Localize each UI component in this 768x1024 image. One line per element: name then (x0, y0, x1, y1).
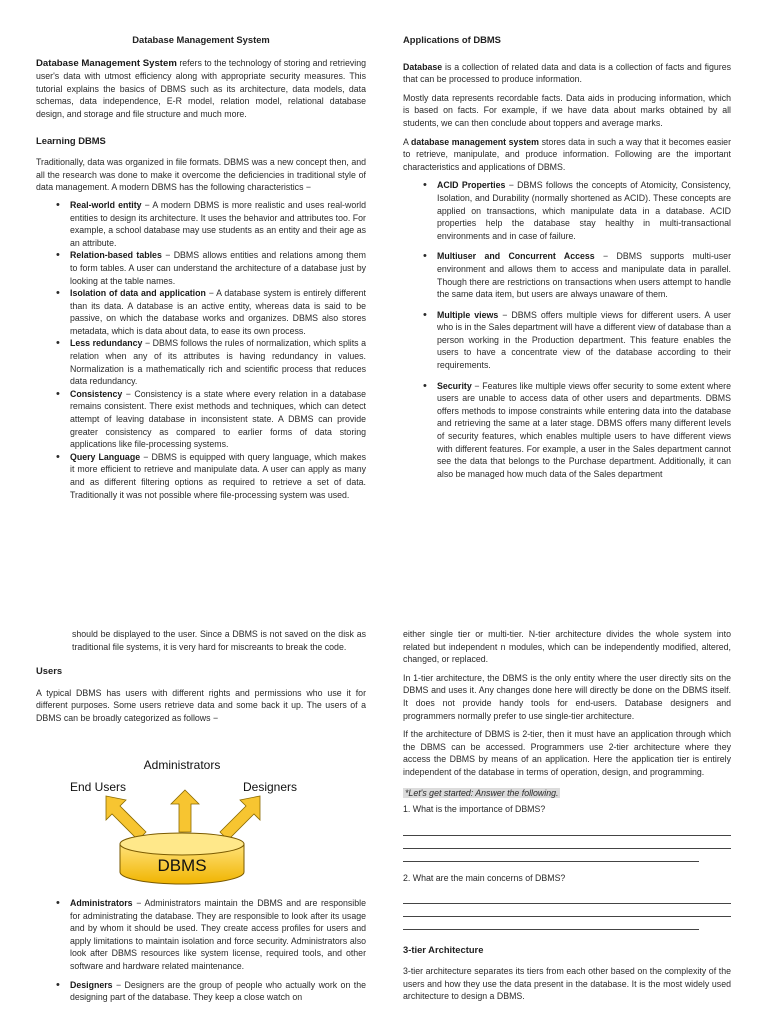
characteristics-list (56, 199, 366, 501)
mostly-paragraph: Mostly data represents recordable facts. Data aids in producing information, which is based on facts. For example, if we have data about marks obtained by all students, we can then conclude about toppers and average marks. (403, 92, 731, 128)
arrow-right (220, 796, 260, 840)
answer-line[interactable] (403, 837, 731, 849)
page2-right-column (403, 628, 731, 1009)
diagram-label-designers: Designers (242, 780, 298, 794)
list-item: • Multiple views − DBMS offers multiple views for different users. A user who is in the Sales department will have a different view of database than a person working in the Production department. This feature enables the users to have a concentrate view of the database according to their requirements. (423, 309, 731, 372)
learning-paragraph: Traditionally, data was organized in file formats. DBMS was a new concept then, and all the research was done to make it overcome the deficiencies in traditional style of data management. A modern DBMS has the following characteristics − (36, 157, 366, 193)
intro-text: refers to the technology of storing and retrieving user's data with utmost efficiency along with appropriate security measures. This tutorial explains the basics of DBMS such as its architecture, data models, data schemas, data independence, E-R model, relation model, relational database design, and storage and file structure and much more. (36, 57, 366, 119)
page1-left-column (36, 34, 366, 501)
tier3-paragraph: 3-tier architecture separates its tiers from each other based on the complexity of the users and how they use the data present in the database. It is the most widely used architecture to design a DBMS. (403, 965, 731, 1002)
learning-heading: Learning DBMS (36, 134, 106, 146)
page2-left-column (36, 628, 366, 731)
question-2: 2. What are the main concerns of DBMS? (403, 872, 566, 883)
answer-line[interactable] (403, 824, 731, 836)
list-item: • Multiuser and Concurrent Access − DBMS supports multi-user environment and allows them to access and manipulate data in parallel. Though there are restrictions on transactions when users attempt to handle the same data item, but users are always unaware of them. (423, 250, 731, 300)
applications-title: Applications of DBMS (403, 34, 501, 45)
tier1-paragraph: In 1-tier architecture, the DBMS is the only entity where the user directly sits on the DBMS and uses it. Any changes done here will directly be done on the DBMS itself. It does not provide handy tools for end-users. Database designers and programmers normally prefer to use single-tier architecture. (403, 672, 731, 721)
arrow-left (106, 796, 146, 840)
users-heading: Users (36, 665, 63, 677)
diagram-label-end-users: End Users (69, 780, 127, 794)
list-item: • ACID Properties − DBMS follows the concepts of Atomicity, Consistency, Isolation, and Durability (normally shortened as ACID). These concepts are applied on transactions, which manipulate data in a database. ACID properties help the database stay healthy in multi-transactional environments and in case of failure. (423, 179, 731, 242)
list-item: • Relation-based tables − DBMS allows entities and relations among them to form tables. A user can understand the architecture of a database just by looking at the table names. (56, 249, 366, 287)
list-item: • Real-world entity − A modern DBMS is more realistic and uses real-world entities to design its architecture. It uses the behavior and attributes too. For example, a school database may use students as an entity and their age as an attribute. (56, 199, 366, 249)
diagram-label-administrators: Administrators (143, 758, 221, 772)
arrow-up (171, 790, 199, 832)
list-item: • Security − Features like multiple views offer security to some extent where users are unable to access data of other users and departments. DBMS offers methods to impose constraints while entering data into the database and retrieving the same at a later stage. DBMS offers many different levels of security features, which enables multiple users to have different views with different features. For example, a user in the Sales department cannot see the data that belongs to the Purchase department. Additionally, it can also be managed how much data of the Sales department (423, 380, 731, 481)
users-diagram (58, 752, 306, 888)
page2-left-bullets (36, 897, 366, 1006)
answer-line[interactable] (403, 918, 699, 930)
activity-prompt: *Let's get started: Answer the following. (405, 787, 559, 798)
continued-paragraph: should be displayed to the user. Since a DBMS is not saved on the disk as traditional file systems, it is very hard for miscreants to break the code. (72, 629, 366, 652)
intro-paragraph (36, 57, 366, 121)
users-paragraph: A typical DBMS has users with different rights and permissions who use it for different purposes. Some users retrieve data and some back it up. The users of a DBMS can be broadly categorized as follows − (36, 687, 366, 723)
list-item: • Less redundancy − DBMS follows the rules of normalization, which splits a relation when any of its attributes is having redundancy in values. Normalization is a mathematically rich and scientific process that reduces data redundancy. (56, 337, 366, 387)
continued-tier-paragraph: either single tier or multi-tier. N-tier architecture divides the whole system into related but independent n modules, which can be independently modified, altered, changed, or replaced. (403, 629, 731, 665)
page1-right-column (403, 34, 731, 482)
question-1: 1. What is the importance of DBMS? (403, 804, 546, 815)
list-item: • Consistency − Consistency is a state where every relation in a database remains consistent. There exist methods and techniques, which can detect attempt of leaving database in inconsistent state. A DBMS can provide greater consistency as compared to earlier forms of data storing applications like file-processing systems. (56, 388, 366, 451)
applications-list (423, 179, 731, 480)
dbms-paragraph: A database management system stores data in such a way that it becomes easier to retrieve, manipulate, and produce information. Following are the important characteristics and applications of DBMS. (403, 136, 731, 172)
answer-line[interactable] (403, 905, 731, 917)
tier3-heading: 3-tier Architecture (403, 944, 484, 956)
list-item: • Query Language − DBMS is equipped with query language, which makes it more efficient to retrieve and manipulate data. A user can apply as many and as different filtering options as required to retrieve a set of data. Traditionally it was not possible where file-processing system was used. (56, 451, 366, 501)
database-paragraph: Database is a collection of related data and data is a collection of facts and figures that can be processed to produce information. (403, 61, 731, 85)
diagram-label-dbms: DBMS (157, 856, 207, 875)
list-item: • Isolation of data and application − A database system is entirely different than its data. A database is an active entity, whereas data is said to be passive, on which the database works and organizes. DBMS also stores metadata, which is data about data, to ease its own process. (56, 287, 366, 337)
answer-line[interactable] (403, 850, 699, 862)
users-list (56, 897, 366, 1004)
list-item: • Designers − Designers are the group of people who actually work on the designing part of the database. They keep a close watch on (56, 979, 366, 1004)
tier2-paragraph: If the architecture of DBMS is 2-tier, then it must have an application through which the DBMS can be accessed. Programmers use 2-tier architecture where they access the DBMS by means of an application. Here the application tier is entirely independent of the database in terms of operation, design, and programming. (403, 729, 731, 777)
intro-bold: Database Management System (36, 57, 177, 69)
page1-left-title: Database Management System (132, 34, 270, 45)
answer-line[interactable] (403, 892, 731, 904)
list-item: • Administrators − Administrators maintain the DBMS and are responsible for administrating the database. They are responsible to look after its usage and by whom it should be used. They create access profiles for users and apply limitations to maintain isolation and force security. Administrators also look after DBMS resources like system license, required tools, and other software and hardware related maintenance. (56, 897, 366, 973)
